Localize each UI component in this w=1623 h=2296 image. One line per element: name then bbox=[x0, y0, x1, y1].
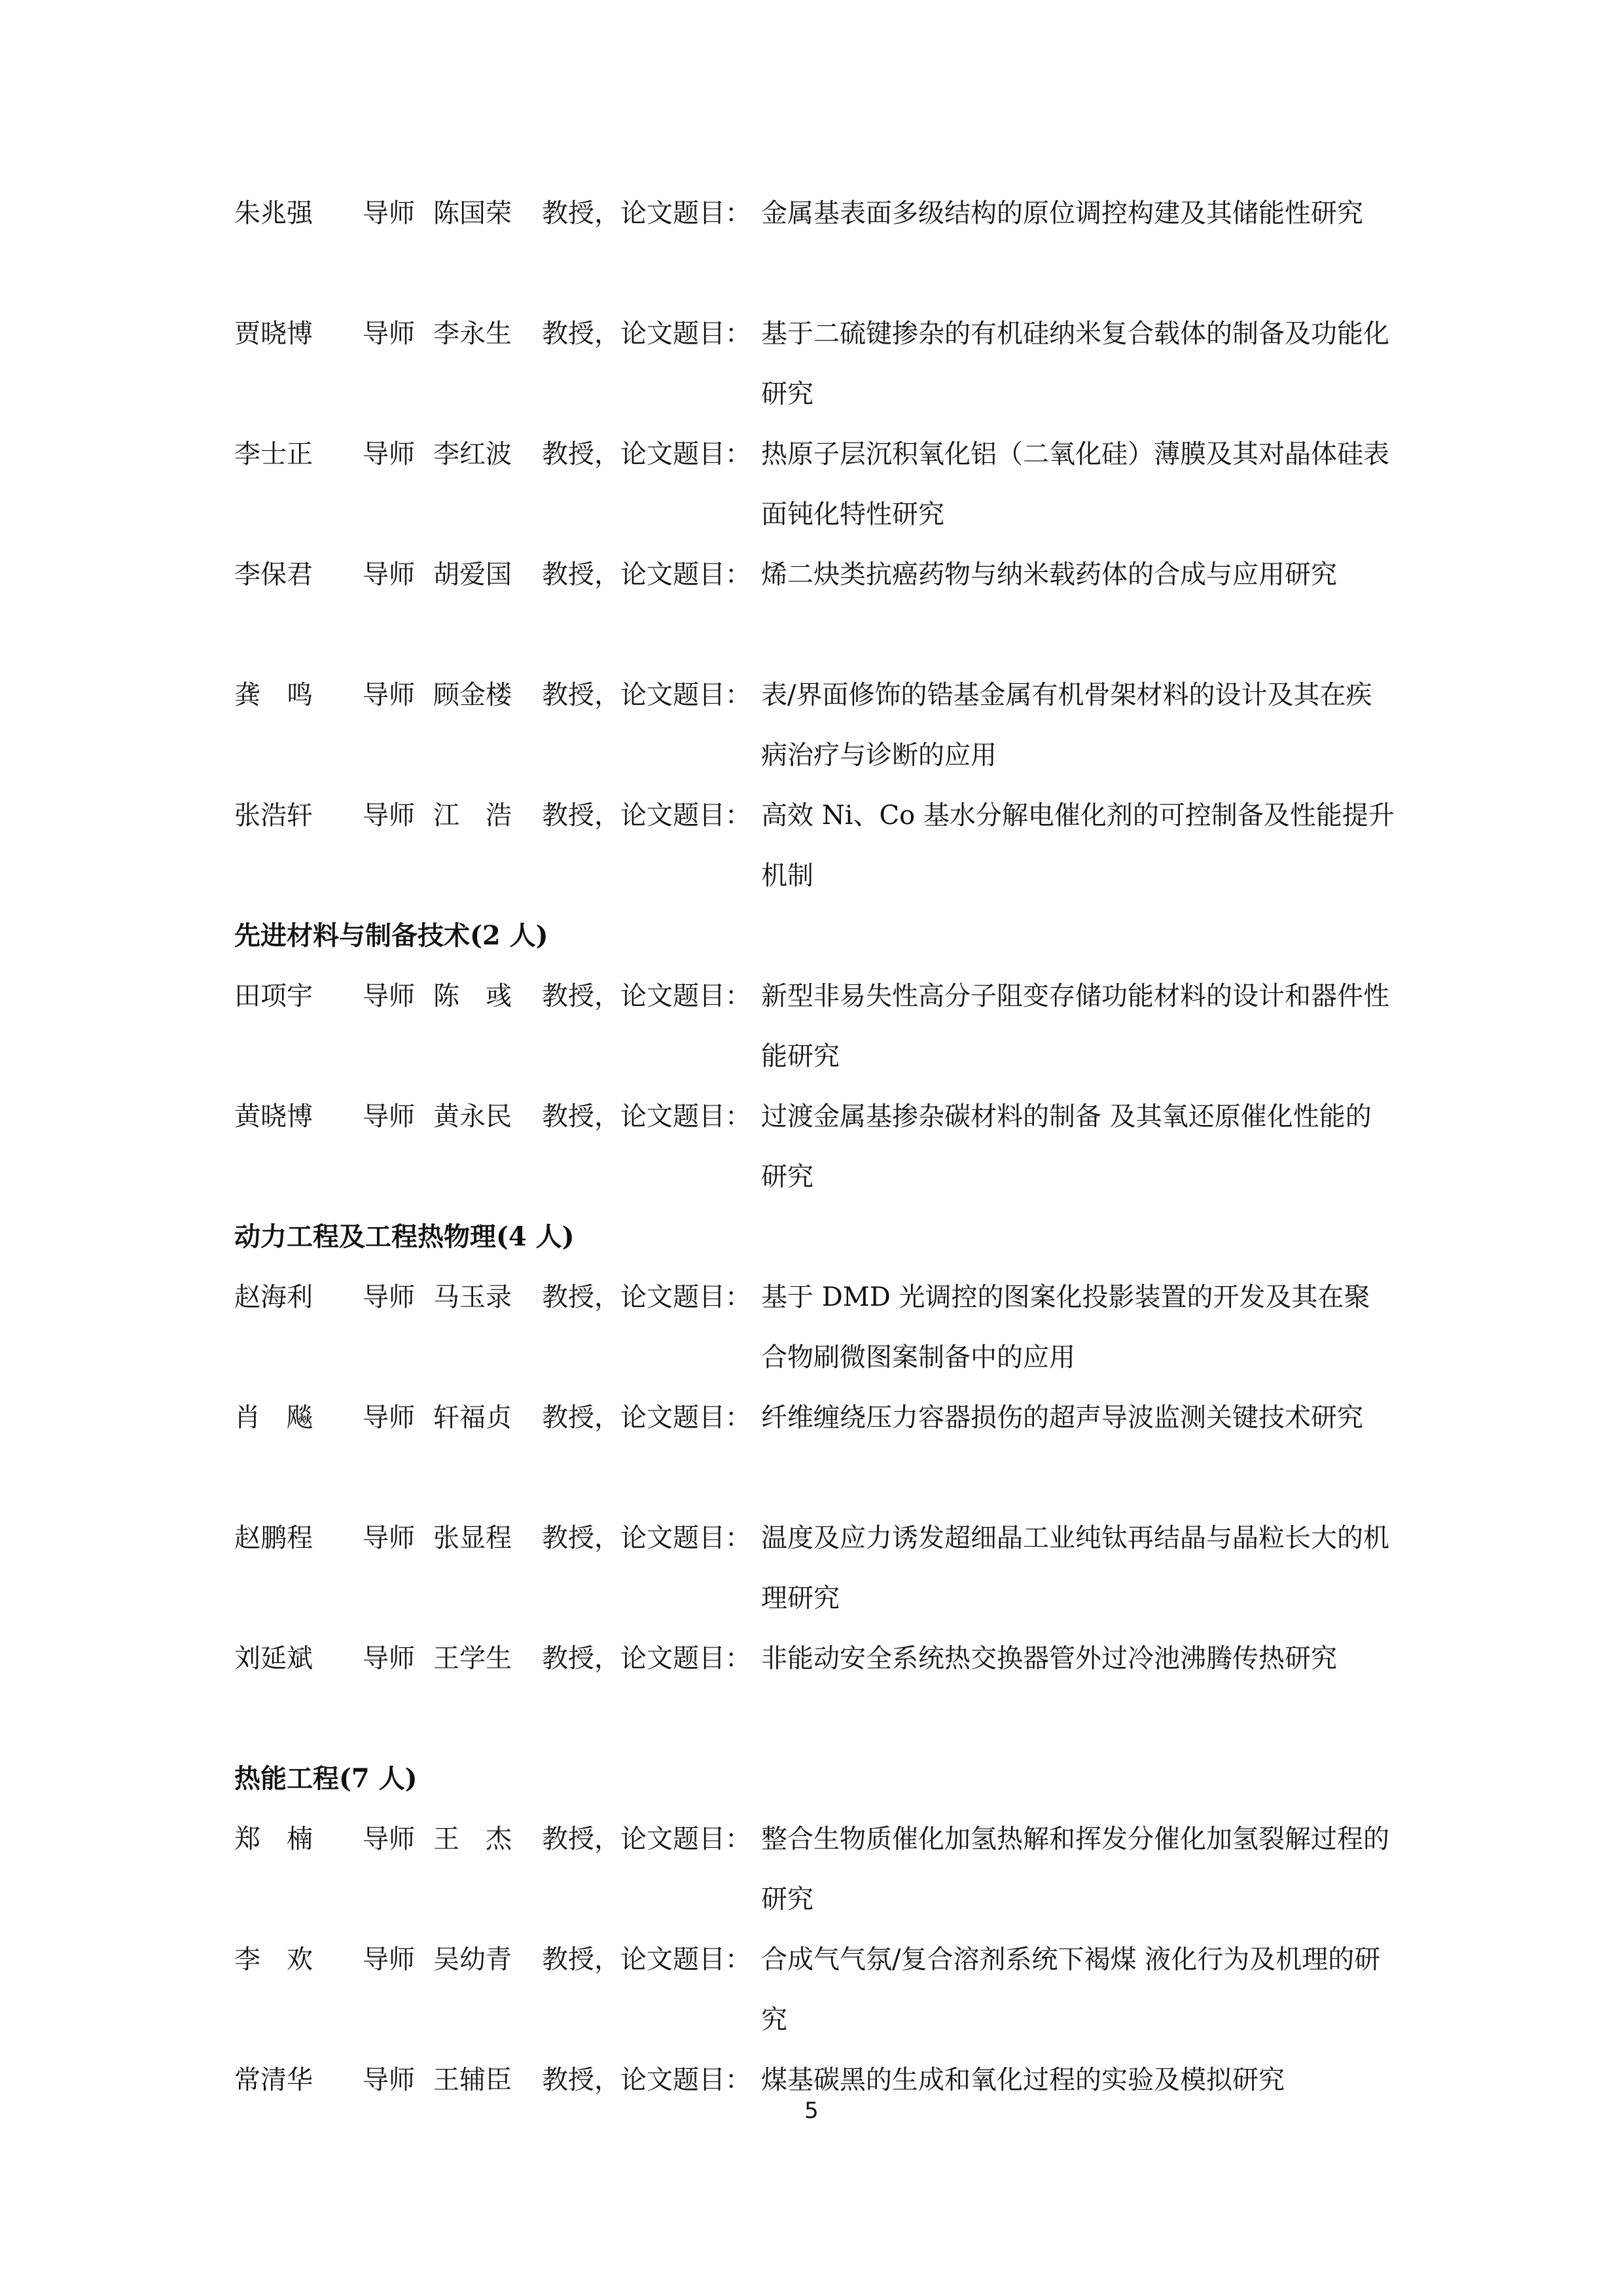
advisor-label: 导师 bbox=[363, 1824, 415, 1854]
thesis-title-label: 教授，论文题目： bbox=[542, 560, 751, 590]
graduate-list bbox=[234, 183, 1399, 2110]
list-item bbox=[234, 1809, 1399, 1929]
list-item bbox=[234, 1086, 1399, 1207]
section-heading: 动力工程及工程热物理(4 人) bbox=[234, 1221, 575, 1252]
advisor-name: 顾金楼 bbox=[433, 680, 512, 710]
advisor-label: 导师 bbox=[363, 981, 415, 1011]
advisor-label: 导师 bbox=[363, 198, 415, 228]
student-name: 贾晓博 bbox=[234, 319, 313, 349]
thesis-title: 基于 DMD 光调控的图案化投影装置的开发及其在聚合物刷微图案制备中的应用 bbox=[761, 1282, 1370, 1372]
list-item bbox=[234, 966, 1399, 1086]
thesis-title-label: 教授，论文题目： bbox=[542, 2065, 751, 2095]
student-name: 肖 飚 bbox=[234, 1403, 313, 1433]
thesis-title-label: 教授，论文题目： bbox=[542, 680, 751, 710]
thesis-title-label: 教授，论文题目： bbox=[542, 1523, 751, 1553]
advisor-label: 导师 bbox=[363, 560, 415, 590]
list-item bbox=[234, 424, 1399, 545]
advisor-name: 王学生 bbox=[433, 1643, 512, 1674]
advisor-label: 导师 bbox=[363, 2065, 415, 2095]
page-number: 5 bbox=[804, 2098, 819, 2124]
advisor-label: 导师 bbox=[363, 1403, 415, 1433]
student-name: 赵海利 bbox=[234, 1282, 313, 1312]
advisor-label: 导师 bbox=[363, 439, 415, 469]
advisor-name: 李永生 bbox=[433, 319, 512, 349]
list-item bbox=[234, 1929, 1399, 2050]
section-heading: 先进材料与制备技术(2 人) bbox=[234, 920, 548, 951]
thesis-title: 烯二炔类抗癌药物与纳米载药体的合成与应用研究 bbox=[761, 560, 1337, 590]
advisor-label: 导师 bbox=[363, 800, 415, 831]
student-name: 朱兆强 bbox=[234, 198, 313, 228]
list-item bbox=[234, 304, 1399, 424]
thesis-title: 温度及应力诱发超细晶工业纯钛再结晶与晶粒长大的机理研究 bbox=[761, 1523, 1389, 1613]
list-item bbox=[234, 1388, 1399, 1508]
student-name: 李士正 bbox=[234, 439, 313, 469]
section-heading: 热能工程(7 人) bbox=[234, 1763, 418, 1794]
advisor-label: 导师 bbox=[363, 1282, 415, 1312]
thesis-title: 过渡金属基掺杂碳材料的制备 及其氧还原催化性能的研究 bbox=[761, 1102, 1372, 1192]
list-item bbox=[234, 785, 1399, 906]
student-name: 张浩轩 bbox=[234, 800, 313, 831]
student-name: 李保君 bbox=[234, 560, 313, 590]
advisor-name: 陈 彧 bbox=[433, 981, 512, 1011]
student-name: 龚 鸣 bbox=[234, 680, 313, 710]
list-item bbox=[234, 183, 1399, 304]
thesis-title: 非能动安全系统热交换器管外过冷池沸腾传热研究 bbox=[761, 1643, 1337, 1674]
thesis-title-label: 教授，论文题目： bbox=[542, 981, 751, 1011]
thesis-title: 煤基碳黑的生成和氧化过程的实验及模拟研究 bbox=[761, 2065, 1285, 2095]
advisor-name: 吴幼青 bbox=[433, 1945, 512, 1975]
thesis-title-label: 教授，论文题目： bbox=[542, 1403, 751, 1433]
thesis-title-label: 教授，论文题目： bbox=[542, 1824, 751, 1854]
advisor-name: 黄永民 bbox=[433, 1102, 512, 1132]
thesis-title: 金属基表面多级结构的原位调控构建及其储能性研究 bbox=[761, 198, 1363, 228]
advisor-name: 陈国荣 bbox=[433, 198, 512, 228]
advisor-label: 导师 bbox=[363, 1945, 415, 1975]
advisor-name: 江 浩 bbox=[433, 800, 512, 831]
list-item bbox=[234, 1628, 1399, 1749]
thesis-title-label: 教授，论文题目： bbox=[542, 198, 751, 228]
thesis-title-label: 教授，论文题目： bbox=[542, 439, 751, 469]
thesis-title-label: 教授，论文题目： bbox=[542, 1945, 751, 1975]
thesis-title: 高效 Ni、Co 基水分解电催化剂的可控制备及性能提升机制 bbox=[761, 800, 1395, 891]
thesis-title: 热原子层沉积氧化铝（二氧化硅）薄膜及其对晶体硅表面钝化特性研究 bbox=[761, 439, 1389, 529]
thesis-title-label: 教授，论文题目： bbox=[542, 319, 751, 349]
advisor-label: 导师 bbox=[363, 680, 415, 710]
thesis-title: 基于二硫键掺杂的有机硅纳米复合载体的制备及功能化研究 bbox=[761, 319, 1389, 409]
advisor-name: 马玉录 bbox=[433, 1282, 512, 1312]
list-item bbox=[234, 545, 1399, 665]
thesis-title-label: 教授，论文题目： bbox=[542, 1282, 751, 1312]
student-name: 郑 楠 bbox=[234, 1824, 313, 1854]
thesis-title: 整合生物质催化加氢热解和挥发分催化加氢裂解过程的研究 bbox=[761, 1824, 1389, 1914]
student-name: 黄晓博 bbox=[234, 1102, 313, 1132]
thesis-title: 表/界面修饰的锆基金属有机骨架材料的设计及其在疾病治疗与诊断的应用 bbox=[761, 680, 1372, 770]
student-name: 刘延斌 bbox=[234, 1643, 313, 1674]
thesis-title: 合成气气氛/复合溶剂系统下褐煤 液化行为及机理的研究 bbox=[761, 1945, 1381, 2035]
advisor-label: 导师 bbox=[363, 1102, 415, 1132]
student-name: 李 欢 bbox=[234, 1945, 313, 1975]
student-name: 常清华 bbox=[234, 2065, 313, 2095]
advisor-name: 王辅臣 bbox=[433, 2065, 512, 2095]
list-item bbox=[234, 1267, 1399, 1388]
thesis-title-label: 教授，论文题目： bbox=[542, 1102, 751, 1132]
advisor-name: 王 杰 bbox=[433, 1824, 512, 1854]
advisor-name: 李红波 bbox=[433, 439, 512, 469]
thesis-title-label: 教授，论文题目： bbox=[542, 800, 751, 831]
advisor-label: 导师 bbox=[363, 1523, 415, 1553]
advisor-label: 导师 bbox=[363, 1643, 415, 1674]
student-name: 赵鹏程 bbox=[234, 1523, 313, 1553]
thesis-title-label: 教授，论文题目： bbox=[542, 1643, 751, 1674]
list-item bbox=[234, 665, 1399, 785]
advisor-name: 轩福贞 bbox=[433, 1403, 512, 1433]
list-item bbox=[234, 1508, 1399, 1628]
advisor-label: 导师 bbox=[363, 319, 415, 349]
thesis-title: 新型非易失性高分子阻变存储功能材料的设计和器件性能研究 bbox=[761, 981, 1389, 1071]
student-name: 田项宇 bbox=[234, 981, 313, 1011]
thesis-title: 纤维缠绕压力容器损伤的超声导波监测关键技术研究 bbox=[761, 1403, 1363, 1433]
advisor-name: 胡爱国 bbox=[433, 560, 512, 590]
advisor-name: 张显程 bbox=[433, 1523, 512, 1553]
